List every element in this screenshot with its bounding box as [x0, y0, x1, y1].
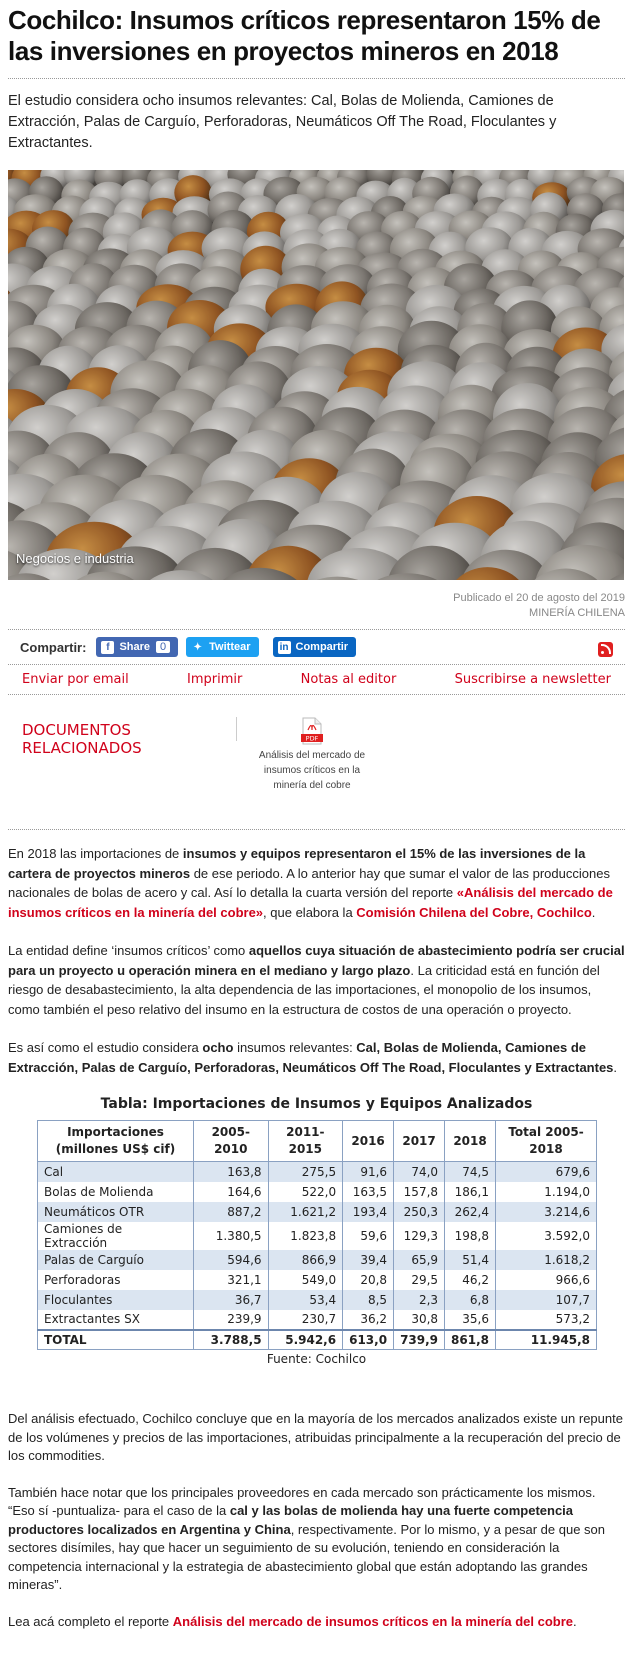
text-run: insumos relevantes: — [233, 1040, 357, 1055]
table-cell: 35,6 — [445, 1310, 496, 1330]
table-cell: 198,8 — [445, 1222, 496, 1250]
linkedin-share-label: Compartir — [295, 641, 349, 653]
related-document-title: Análisis del mercado de insumos críticos en la minería del cobre — [258, 750, 366, 791]
table-source: Fuente: Cochilco — [266, 1352, 367, 1366]
table-cell: Palas de Carguío — [38, 1250, 194, 1270]
text-run: Cal, Bolas de Molienda, Camiones de Extracción, Palas de Carguío, Perforadoras, Neumáticos Off The Road, Floculantes y Extractantes — [8, 1040, 614, 1075]
table-cell: 29,5 — [394, 1270, 445, 1290]
table-cell: 8,5 — [343, 1290, 394, 1310]
table-header-cell: 2011-2015 — [268, 1121, 343, 1162]
table-header-cell: 2018 — [445, 1121, 496, 1162]
table-cell: 11.945,8 — [496, 1330, 597, 1350]
twitter-icon: ✦ — [193, 641, 202, 653]
text-run: , respectivamente. Por lo mismo, y a pesar de que son sectores disímiles, hay que hacer un seguimiento de su evolución, teniendo en consideración la competencia internacional y la estrategia de abastecimiento global que están adoptando las grandes mineras”. — [8, 1521, 606, 1592]
table-row — [38, 1310, 597, 1330]
linkedin-icon: in — [278, 641, 291, 654]
table-title: Tabla: Importaciones de Insumos y Equipos Analizados — [100, 1096, 533, 1112]
table-cell: 74,0 — [394, 1162, 445, 1182]
rss-icon[interactable] — [598, 642, 613, 657]
article-title: Cochilco: Insumos críticos representaron 15% de las inversiones en proyectos mineros en 2018 — [8, 5, 601, 66]
text-run: cal y las bolas de molienda hay una fuerte competencia productores localizados en Argentina y China — [8, 1503, 574, 1537]
table-cell: 36,2 — [343, 1310, 394, 1330]
publication-source: MINERÍA CHILENA — [529, 607, 625, 619]
table-cell: Bolas de Molienda — [38, 1182, 194, 1202]
table-cell: 1.380,5 — [194, 1222, 269, 1250]
text-run: , que elabora la — [263, 904, 357, 920]
paragraph-1 — [8, 844, 625, 922]
editor-notes-link[interactable]: Notas al editor — [300, 672, 397, 687]
imports-table — [37, 1120, 597, 1350]
newsletter-link[interactable]: Suscribirse a newsletter — [454, 672, 611, 687]
table-row — [38, 1270, 597, 1290]
table-cell: Perforadoras — [38, 1270, 194, 1290]
table-cell: 65,9 — [394, 1250, 445, 1270]
table-cell: 739,9 — [394, 1330, 445, 1350]
inline-link[interactable]: Análisis del mercado de insumos críticos en la minería del cobre — [172, 1613, 574, 1629]
facebook-share-label: Share — [119, 641, 151, 653]
related-documents-heading: DOCUMENTOS RELACIONADOS — [22, 717, 237, 741]
text-run: de ese periodo. A lo anterior hay que sumar el valor de las producciones nacionales de bolas de acero y cal. Así lo detalla la cuarta versión del reporte — [8, 865, 610, 900]
text-run: . — [613, 1059, 618, 1075]
share-bar — [8, 629, 625, 665]
table-header-cell: Total 2005-2018 — [496, 1121, 597, 1162]
article-body — [8, 844, 625, 1077]
table-cell: 594,6 — [194, 1250, 269, 1270]
table-cell: 3.214,6 — [496, 1202, 597, 1222]
text-run: . La criticidad está en función del riesgo de desabastecimiento, la alta dependencia de las importaciones, el monopolio de los insumos, como también el peso relativo del insumo en la estructura de costos de una operación o proyecto. — [8, 962, 600, 1017]
table-cell: 164,6 — [194, 1182, 269, 1202]
table-cell: 186,1 — [445, 1182, 496, 1202]
table-header-cell: 2017 — [394, 1121, 445, 1162]
text-run: También hace notar que los principales proveedores en cada mercado son prácticamente los mismos. “Eso sí -puntualiza- para el caso de la — [8, 1484, 596, 1518]
table-row — [38, 1222, 597, 1250]
text-run: . — [591, 904, 596, 920]
table-cell: 861,8 — [445, 1330, 496, 1350]
pdf-icon — [301, 717, 323, 745]
text-run: ocho — [202, 1040, 234, 1055]
table-row — [38, 1202, 597, 1222]
grinding-balls-photo — [8, 170, 624, 580]
table-cell: 5.942,6 — [268, 1330, 343, 1350]
image-caption: Negocios e industria — [16, 551, 134, 566]
table-cell: 2,3 — [394, 1290, 445, 1310]
table-cell: 129,3 — [394, 1222, 445, 1250]
table-cell: 549,0 — [268, 1270, 343, 1290]
table-cell: 250,3 — [394, 1202, 445, 1222]
email-link[interactable]: Enviar por email — [22, 672, 129, 687]
table-cell: 230,7 — [268, 1310, 343, 1330]
table-cell: 321,1 — [194, 1270, 269, 1290]
text-run: Es así como el estudio considera — [8, 1040, 203, 1055]
table-cell: Camiones de Extracción — [38, 1222, 194, 1250]
table-cell: 3.788,5 — [194, 1330, 269, 1350]
table-cell: 163,5 — [343, 1182, 394, 1202]
table-cell: 74,5 — [445, 1162, 496, 1182]
table-cell: 30,8 — [394, 1310, 445, 1330]
twitter-share-label: Twittear — [209, 641, 251, 653]
paragraph-3 — [8, 1038, 625, 1077]
related-documents — [8, 695, 625, 830]
publish-date: Publicado el 20 de agosto del 2019 — [453, 592, 625, 604]
table-cell: 1.823,8 — [268, 1222, 343, 1250]
text-run: Del análisis efectuado, Cochilco concluye que en la mayoría de los mercados analizados existe un repunte de los volúmenes y precios de las importaciones, atribuidas principalmente a la recuperación del precio de los commodities. — [8, 1411, 623, 1463]
table-cell: 573,2 — [496, 1310, 597, 1330]
table-cell: 1.618,2 — [496, 1250, 597, 1270]
table-cell: 262,4 — [445, 1202, 496, 1222]
table-cell: 107,7 — [496, 1290, 597, 1310]
paragraph-2 — [8, 941, 625, 1019]
table-cell: 157,8 — [394, 1182, 445, 1202]
table-cell: Cal — [38, 1162, 194, 1182]
table-cell: 239,9 — [194, 1310, 269, 1330]
article-lead: El estudio considera ocho insumos relevantes: Cal, Bolas de Molienda, Camiones de Extracción, Palas de Carguío, Perforadoras, Neumáticos Off The Road, Floculantes y Extractantes. — [8, 93, 557, 151]
text-run: En 2018 las importaciones de — [8, 846, 183, 861]
twitter-share-button[interactable] — [186, 637, 258, 657]
table-header-cell: 2016 — [343, 1121, 394, 1162]
table-cell: 59,6 — [343, 1222, 394, 1250]
table-cell: 193,4 — [343, 1202, 394, 1222]
table-cell: 36,7 — [194, 1290, 269, 1310]
table-cell: 39,4 — [343, 1250, 394, 1270]
text-run: insumos y equipos representaron el 15% de las inversiones de la cartera de proyectos mineros — [8, 846, 586, 881]
table-cell: Extractantes SX — [38, 1310, 194, 1330]
paragraph-4 — [8, 1410, 625, 1466]
svg-text:PDF: PDF — [305, 734, 319, 743]
table-cell: 522,0 — [268, 1182, 343, 1202]
facebook-share-count: 0 — [156, 641, 170, 653]
table-row — [38, 1182, 597, 1202]
table-cell: 613,0 — [343, 1330, 394, 1350]
share-label: Compartir: — [20, 639, 87, 655]
table-cell: 6,8 — [445, 1290, 496, 1310]
table-cell: 20,8 — [343, 1270, 394, 1290]
text-run: Lea acá completo el reporte — [8, 1613, 173, 1629]
table-header-cell: 2005-2010 — [194, 1121, 269, 1162]
hero-image — [8, 170, 624, 580]
table-cell: 3.592,0 — [496, 1222, 597, 1250]
table-cell: 679,6 — [496, 1162, 597, 1182]
table-row — [38, 1162, 597, 1182]
table-cell: 1.621,2 — [268, 1202, 343, 1222]
inline-link[interactable]: «Análisis del mercado de insumos críticos en la minería del cobre» — [8, 885, 613, 920]
facebook-icon: f — [101, 641, 114, 654]
article-actions — [8, 665, 625, 695]
table-cell: Neumáticos OTR — [38, 1202, 194, 1222]
paragraph-6 — [8, 1613, 625, 1632]
table-row — [38, 1290, 597, 1310]
table-cell: 46,2 — [445, 1270, 496, 1290]
table-cell: 887,2 — [194, 1202, 269, 1222]
divider — [8, 78, 625, 79]
table-header-row — [38, 1121, 597, 1162]
related-document-link[interactable] — [247, 717, 377, 793]
inline-link[interactable]: Comisión Chilena del Cobre, Cochilco — [356, 904, 592, 920]
text-run: aquellos cuya situación de abastecimiento podría ser crucial para un proyecto u operación minera en el mediano y largo plazo — [8, 943, 625, 978]
table-cell: 275,5 — [268, 1162, 343, 1182]
print-link[interactable]: Imprimir — [187, 672, 243, 687]
table-cell: 53,4 — [268, 1290, 343, 1310]
facebook-share-button[interactable] — [96, 637, 178, 657]
publication-info — [8, 591, 625, 621]
table-cell: 966,6 — [496, 1270, 597, 1290]
text-run: . — [573, 1613, 577, 1629]
table-cell: 1.194,0 — [496, 1182, 597, 1202]
table-cell: 91,6 — [343, 1162, 394, 1182]
paragraph-5 — [8, 1484, 625, 1595]
table-row — [38, 1250, 597, 1270]
table-cell: 163,8 — [194, 1162, 269, 1182]
table-header-cell: Importaciones (millones US$ cif) — [38, 1121, 194, 1162]
table-cell: 51,4 — [445, 1250, 496, 1270]
table-cell: 866,9 — [268, 1250, 343, 1270]
table-total-row — [38, 1330, 597, 1350]
table-cell: Floculantes — [38, 1290, 194, 1310]
article-body-continued — [8, 1410, 625, 1631]
table-cell: TOTAL — [38, 1330, 194, 1350]
text-run: La entidad define ‘insumos críticos’ como — [8, 943, 249, 958]
linkedin-share-button[interactable] — [273, 637, 357, 657]
